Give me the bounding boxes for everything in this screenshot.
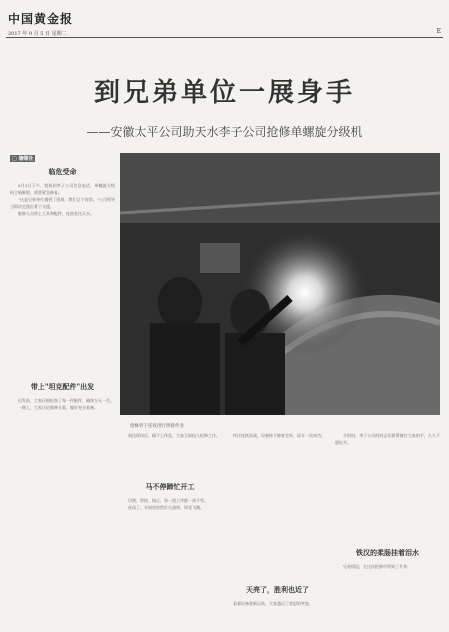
paragraph: 经过连续奋战，设备终于修复完毕，试车一次成功。 — [233, 433, 325, 438]
paragraph: 兄弟情谊，在这次抢修中得到了升华。 — [343, 564, 411, 569]
byline: □ 储继社 — [12, 156, 34, 162]
paragraph: 切割、焊接、校正，每一道工序都一丝不苟。 — [128, 498, 208, 503]
subhead: ——安徽太平公司助天水李子公司抢修单螺旋分级机 — [86, 125, 363, 139]
third-column-text — [225, 432, 330, 439]
section-heading-3: 马不停蹄忙开工 — [145, 482, 195, 491]
photo-caption: 抢修骨干连夜进行焊接作业 — [130, 424, 184, 429]
paragraph: 分别时，李子公司的同志们紧紧握住大家的手，久久不愿松开。 — [335, 433, 440, 445]
page-letter: E — [436, 28, 441, 35]
paragraph: 一路上，大家讨论维修方案，做好充分准备。 — [18, 405, 98, 410]
paragraph: 8月5日下午，我接到李子公司告急电话，单螺旋分级机主轴断裂，需要紧急修复。 — [10, 183, 115, 195]
section-heading-4: 天亮了，胜利也近了 — [246, 585, 309, 594]
middle-column-text-top — [120, 432, 220, 439]
right-column-text-top — [335, 432, 440, 446]
paragraph: 到达现场后，顾不上休息，大家立即投入抢修工作。 — [128, 433, 220, 438]
right-column-text-bottom — [335, 563, 440, 570]
headline: 到兄弟单位一展身手 — [93, 78, 355, 108]
left-column-text-2 — [10, 397, 115, 411]
section-heading-5: 铁汉的柔肠挂着泪水 — [356, 548, 419, 557]
masthead: 中国黄金报 — [8, 12, 74, 26]
paragraph: "这是兄弟单位遇到了困难，我们义不容辞。"公司领导当即决定派出骨干支援。 — [10, 197, 115, 209]
news-photo — [120, 153, 440, 415]
section-heading-1: 临危受命 — [48, 167, 77, 176]
dateline: 2017 年 9 月 5 日 星期二 — [8, 31, 67, 37]
paragraph: 看着设备重新运转，大家露出了欣慰的笑容。 — [233, 601, 313, 606]
left-column-text-1 — [10, 182, 115, 217]
paragraph: 维修人员带上工具和配件，连夜赶往天水。 — [18, 211, 94, 216]
top-rule — [6, 37, 443, 38]
middle-column-text-bottom — [120, 497, 220, 511]
paragraph: 出发前，大家仔细检查了每一件配件，确保万无一失。 — [18, 398, 114, 403]
third-column-text-bottom — [225, 600, 330, 607]
section-heading-2: 带上"坦克配件"出发 — [30, 382, 95, 391]
welding-scene-illustration — [120, 153, 440, 415]
paragraph: 夜深了，车间里依然灯火通明，焊花飞溅。 — [128, 505, 204, 510]
